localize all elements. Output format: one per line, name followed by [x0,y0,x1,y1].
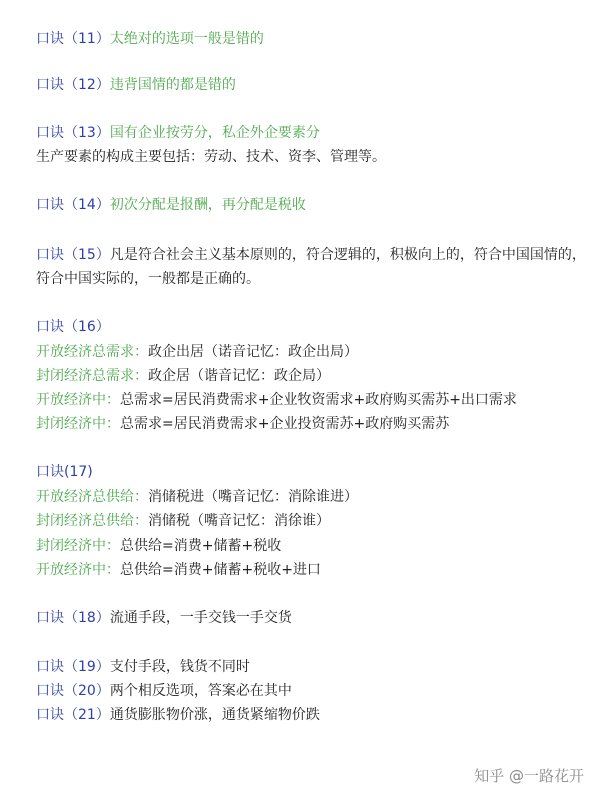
closed-economy-demand-line [36,413,449,435]
open-economy-supply-line [36,559,321,581]
production-factors-note [36,146,386,168]
rule-13-text: 国有企业按劳分，私企外企要素分 [109,125,320,141]
closed-demand-line [36,365,330,387]
rule-20-line [36,680,292,702]
production-factors-text: 生产要素的构成主要包括：劳动、技术、资李、管理等。 [36,149,386,165]
open-supply-label: 开放经济总供给： [36,489,148,505]
closed-demand-label: 封闭经济总需求： [36,368,148,384]
rule-15-label: 口诀（15） [36,247,110,263]
rule-12-text: 违背国情的都是错的 [109,77,236,93]
open-economy-demand-line [36,389,517,411]
rule-11-label: 口诀（11） [36,31,110,47]
rule-13-line [36,122,320,144]
closed-economy-supply-line [36,535,281,557]
rule-21-label: 口诀（21） [36,707,110,723]
closed-economy-demand-text: 总需求=居民消费需求+企业投资需苏+政府购买需苏 [120,416,450,432]
rule-21-line [36,704,320,726]
rule-18-label: 口诀（18） [36,610,110,626]
rule-18-line [36,607,292,629]
rule-14-line [36,194,306,216]
closed-economy-demand-label: 封闭经济中： [36,416,120,432]
rule-19-text: 支付手段，钱货不同时 [109,659,250,675]
rule-16-heading [36,316,110,338]
open-economy-demand-label: 开放经济中： [36,392,120,408]
open-economy-supply-label: 开放经济中： [36,562,120,578]
rule-15-continuation [36,268,260,290]
rule-17-heading [36,461,93,483]
open-supply-text: 消储税进（嘴音记忆：消除谁进） [148,489,358,505]
rule-12-line [36,74,236,96]
rule-11-text: 太绝对的选项一般是错的 [109,31,264,47]
open-demand-label: 开放经济总需求： [36,344,148,360]
zhihu-watermark: 知乎 @一路花开 [474,767,584,785]
closed-economy-supply-text: 总供给=消费+储蓄+税收 [120,538,282,554]
rule-15-line [36,244,586,266]
closed-supply-text: 消储税（嘴音记忆：消徐谁） [148,513,330,529]
open-demand-text: 政企出居（诺音记忆：政企出局） [148,344,358,360]
rule-21-text: 通货膨胀物价涨，通货紧缩物价跌 [109,707,320,723]
rule-15-text: 凡是符合社会主义基本原则的，符合逻辑的，积极向上的，符合中国国情的， [109,247,586,263]
rule-11-line [36,28,264,50]
rule-13-label: 口诀（13） [36,125,110,141]
closed-supply-label: 封闭经济总供给： [36,513,148,529]
closed-supply-line [36,510,330,532]
rule-20-label: 口诀（20） [36,683,110,699]
rule-19-label: 口诀（19） [36,659,110,675]
rule-19-line [36,656,250,678]
open-economy-demand-text: 总需求=居民消费需求+企业牧资需求+政府购买需苏+出口需求 [120,392,517,408]
closed-demand-text: 政企居（谐音记忆：政企局） [148,368,330,384]
closed-economy-supply-label: 封闭经济中： [36,538,120,554]
rule-14-label: 口诀（14） [36,197,110,213]
rule-15-continuation-text: 符合中国实际的，一般都是正确的。 [36,271,260,287]
rule-16-label: 口诀（16） [36,319,110,335]
open-demand-line [36,341,358,363]
rule-17-label: 口诀(17) [36,464,93,480]
rule-14-text: 初次分配是报酬，再分配是税收 [109,197,306,213]
open-economy-supply-text: 总供给=消费+储蓄+税收+进口 [120,562,321,578]
rule-20-text: 两个相反选项，答案必在其中 [109,683,292,699]
open-supply-line [36,486,358,508]
rule-18-text: 流通手段，一手交钱一手交货 [109,610,292,626]
rule-12-label: 口诀（12） [36,77,110,93]
